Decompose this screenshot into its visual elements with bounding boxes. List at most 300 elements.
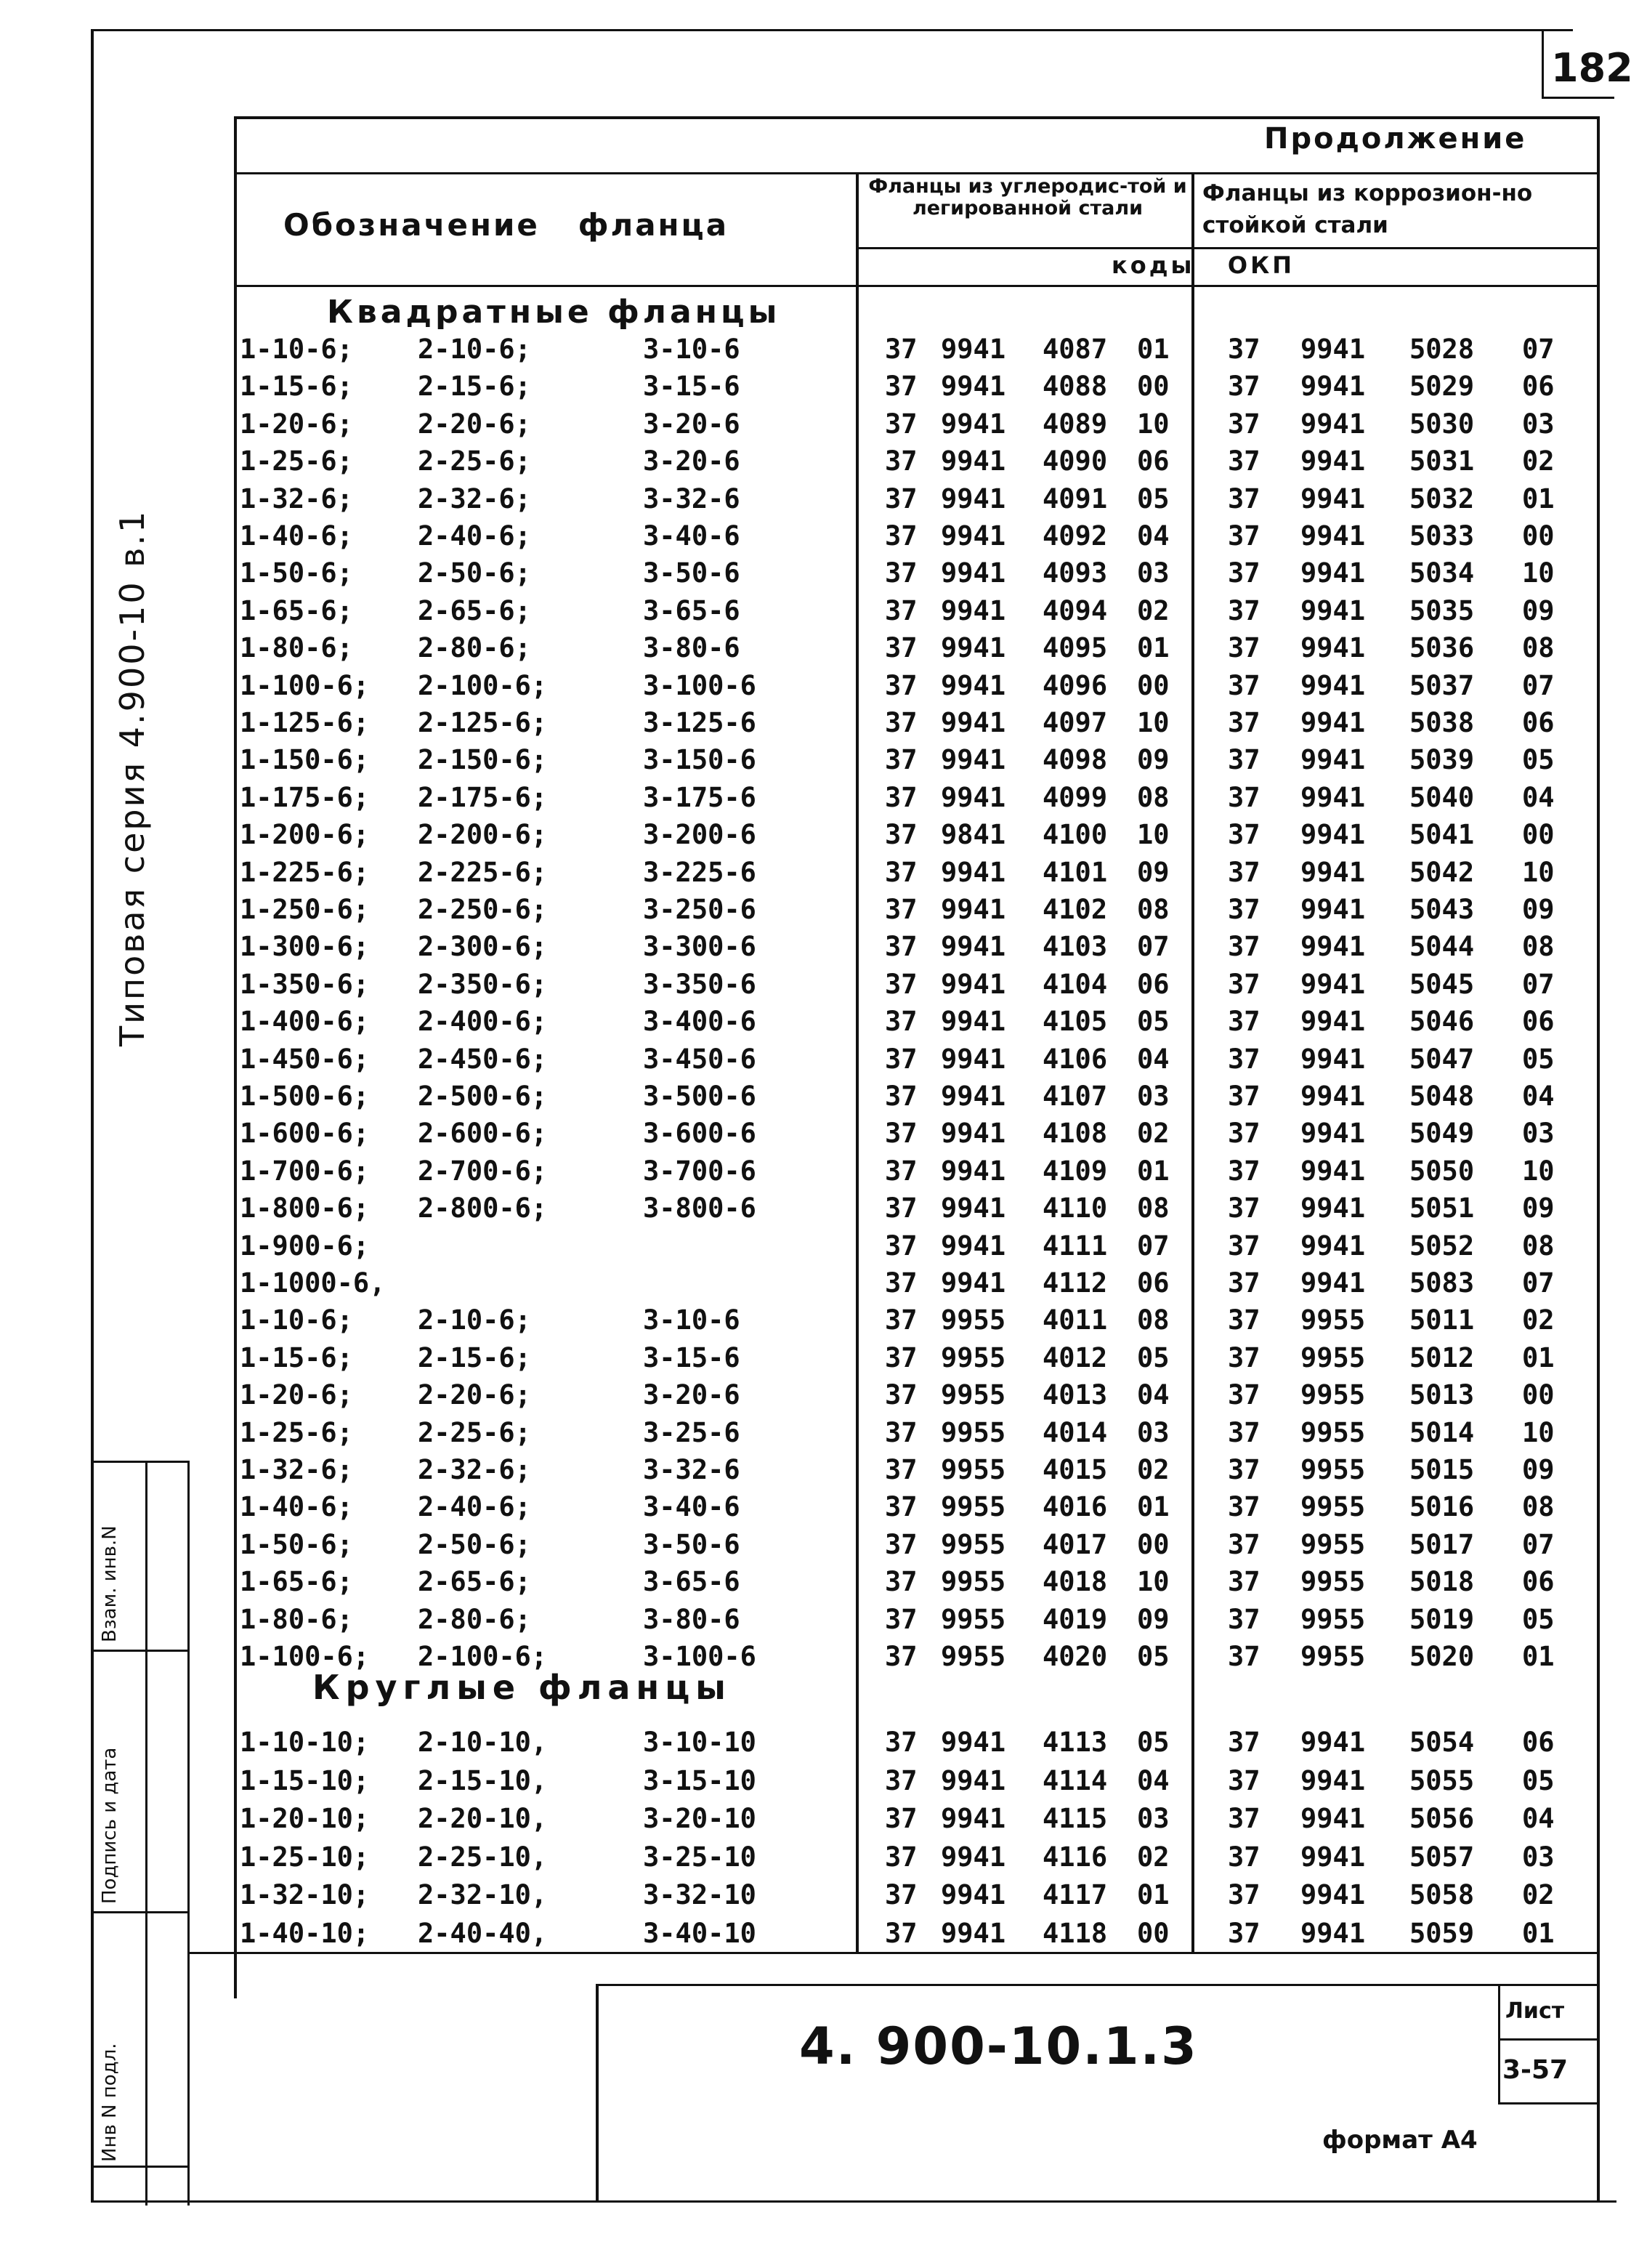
stainless-code-4: 10 bbox=[1522, 856, 1555, 888]
carbon-code-4: 00 bbox=[1137, 371, 1170, 403]
carbon-code-3: 4090 bbox=[1043, 445, 1108, 477]
carbon-code-3: 4087 bbox=[1043, 334, 1108, 365]
stainless-code-2: 9941 bbox=[1300, 1155, 1366, 1187]
table-row bbox=[0, 629, 1639, 667]
carbon-code-1: 37 bbox=[885, 1379, 918, 1411]
stainless-code-3: 5050 bbox=[1409, 1155, 1475, 1187]
table-row bbox=[0, 1601, 1639, 1639]
designation-pn3: 3-15-10 bbox=[643, 1764, 756, 1796]
designation-pn2: 2-250-6; bbox=[418, 894, 548, 925]
stainless-code-2: 9955 bbox=[1300, 1454, 1366, 1485]
stainless-code-4: 00 bbox=[1522, 819, 1555, 851]
carbon-code-1: 37 bbox=[885, 744, 918, 776]
stainless-code-4: 05 bbox=[1522, 1043, 1555, 1075]
table-row bbox=[0, 1724, 1639, 1761]
carbon-code-3: 4095 bbox=[1043, 632, 1108, 664]
designation-pn2: 2-25-6; bbox=[418, 445, 531, 477]
stainless-code-4: 08 bbox=[1522, 931, 1555, 963]
designation-pn2: 2-225-6; bbox=[418, 856, 548, 888]
designation-pn3: 3-10-10 bbox=[643, 1727, 756, 1758]
table-row bbox=[0, 1876, 1639, 1914]
carbon-code-1: 37 bbox=[885, 1081, 918, 1112]
carbon-code-3: 4105 bbox=[1043, 1006, 1108, 1038]
stainless-code-3: 5059 bbox=[1409, 1917, 1475, 1949]
stainless-code-1: 37 bbox=[1228, 1727, 1260, 1758]
carbon-code-4: 03 bbox=[1137, 557, 1170, 589]
table-row bbox=[0, 667, 1639, 705]
stainless-code-3: 5015 bbox=[1409, 1454, 1475, 1485]
designation-pn2: 2-15-6; bbox=[418, 371, 531, 403]
carbon-code-1: 37 bbox=[885, 1155, 918, 1187]
stainless-code-4: 07 bbox=[1522, 1267, 1555, 1299]
carbon-code-3: 4088 bbox=[1043, 371, 1108, 403]
carbon-code-4: 08 bbox=[1137, 1304, 1170, 1336]
inv-replace-label: Взам. инв.N bbox=[99, 1525, 121, 1642]
carbon-code-3: 4115 bbox=[1043, 1803, 1108, 1834]
stainless-code-1: 37 bbox=[1228, 1043, 1260, 1075]
carbon-code-2: 9955 bbox=[941, 1566, 1006, 1598]
stainless-code-3: 5031 bbox=[1409, 445, 1475, 477]
designation-pn3: 3-65-6 bbox=[643, 1566, 740, 1598]
stainless-code-3: 5048 bbox=[1409, 1081, 1475, 1112]
designation-pn3: 3-40-10 bbox=[643, 1917, 756, 1949]
designation-pn3: 3-32-6 bbox=[643, 483, 740, 514]
carbon-code-2: 9841 bbox=[941, 819, 1006, 851]
designation-pn3: 3-150-6 bbox=[643, 744, 756, 776]
carbon-code-2: 9941 bbox=[941, 483, 1006, 514]
designation-pn2: 2-450-6; bbox=[418, 1043, 548, 1075]
table-row bbox=[0, 1451, 1639, 1489]
carbon-code-4: 01 bbox=[1137, 1879, 1170, 1910]
stainless-code-2: 9955 bbox=[1300, 1304, 1366, 1336]
table-row bbox=[0, 1563, 1639, 1601]
designation-pn1: 1-32-10; bbox=[240, 1879, 370, 1910]
carbon-code-1: 37 bbox=[885, 520, 918, 552]
designation-pn2: 2-200-6; bbox=[418, 819, 548, 851]
section-round-title: Круглые фланцы bbox=[312, 1668, 732, 1707]
designation-pn2: 2-20-10, bbox=[418, 1803, 548, 1834]
designation-pn3: 3-40-6 bbox=[643, 1491, 740, 1523]
stainless-code-4: 00 bbox=[1522, 520, 1555, 552]
stainless-code-2: 9955 bbox=[1300, 1341, 1366, 1373]
table-row bbox=[0, 704, 1639, 742]
stainless-code-3: 5058 bbox=[1409, 1879, 1475, 1910]
sheet-cell-left bbox=[1498, 1984, 1500, 2104]
designation-pn3: 3-10-6 bbox=[643, 334, 740, 365]
carbon-code-2: 9955 bbox=[941, 1603, 1006, 1635]
carbon-code-1: 37 bbox=[885, 1267, 918, 1299]
carbon-code-2: 9955 bbox=[941, 1304, 1006, 1336]
stainless-code-3: 5019 bbox=[1409, 1603, 1475, 1635]
table-row bbox=[0, 1339, 1639, 1377]
sheet-value: 3-57 bbox=[1502, 2055, 1569, 2085]
stainless-code-2: 9941 bbox=[1300, 1917, 1366, 1949]
carbon-code-1: 37 bbox=[885, 408, 918, 440]
designation-pn3: 3-350-6 bbox=[643, 968, 756, 1000]
designation-pn1: 1-32-6; bbox=[240, 483, 353, 514]
carbon-code-2: 9941 bbox=[941, 1006, 1006, 1038]
stainless-code-2: 9941 bbox=[1300, 520, 1366, 552]
table-row bbox=[0, 741, 1639, 779]
table-row bbox=[0, 1078, 1639, 1115]
table-row bbox=[0, 443, 1639, 480]
stainless-code-2: 9941 bbox=[1300, 1118, 1366, 1150]
designation-pn2: 2-32-6; bbox=[418, 483, 531, 514]
stainless-code-4: 10 bbox=[1522, 1155, 1555, 1187]
carbon-code-2: 9941 bbox=[941, 594, 1006, 626]
designation-pn2: 2-65-6; bbox=[418, 594, 531, 626]
table-row bbox=[0, 1526, 1639, 1564]
carbon-code-1: 37 bbox=[885, 1803, 918, 1834]
stainless-code-3: 5036 bbox=[1409, 632, 1475, 664]
carbon-code-4: 10 bbox=[1137, 1566, 1170, 1598]
table-row bbox=[0, 1153, 1639, 1190]
designation-pn2: 2-40-6; bbox=[418, 520, 531, 552]
carbon-code-3: 4111 bbox=[1043, 1230, 1108, 1262]
designation-pn2: 2-125-6; bbox=[418, 707, 548, 738]
stainless-code-1: 37 bbox=[1228, 1118, 1260, 1150]
stainless-code-1: 37 bbox=[1228, 1379, 1260, 1411]
stainless-code-4: 08 bbox=[1522, 1491, 1555, 1523]
carbon-code-2: 9941 bbox=[941, 781, 1006, 813]
stainless-code-4: 01 bbox=[1522, 1641, 1555, 1672]
stainless-code-3: 5042 bbox=[1409, 856, 1475, 888]
table-row bbox=[0, 554, 1639, 592]
stainless-code-2: 9955 bbox=[1300, 1566, 1366, 1598]
carbon-code-1: 37 bbox=[885, 931, 918, 963]
stainless-code-2: 9941 bbox=[1300, 669, 1366, 701]
designation-pn2: 2-150-6; bbox=[418, 744, 548, 776]
carbon-code-4: 04 bbox=[1137, 1379, 1170, 1411]
designation-pn1: 1-150-6; bbox=[240, 744, 370, 776]
designation-pn1: 1-65-6; bbox=[240, 594, 353, 626]
designation-pn2: 2-40-40, bbox=[418, 1917, 548, 1949]
stainless-code-2: 9941 bbox=[1300, 1879, 1366, 1910]
stainless-code-3: 5029 bbox=[1409, 371, 1475, 403]
carbon-code-4: 06 bbox=[1137, 445, 1170, 477]
carbon-code-3: 4098 bbox=[1043, 744, 1108, 776]
stainless-code-2: 9941 bbox=[1300, 968, 1366, 1000]
carbon-code-3: 4110 bbox=[1043, 1192, 1108, 1224]
designation-pn2: 2-20-6; bbox=[418, 1379, 531, 1411]
carbon-code-4: 10 bbox=[1137, 408, 1170, 440]
stainless-code-1: 37 bbox=[1228, 1641, 1260, 1672]
table-row bbox=[0, 331, 1639, 368]
table-row bbox=[0, 1762, 1639, 1800]
sheet-label: Лист bbox=[1505, 1998, 1565, 2024]
carbon-code-3: 4013 bbox=[1043, 1379, 1108, 1411]
carbon-code-4: 05 bbox=[1137, 1006, 1170, 1038]
designation-pn1: 1-65-6; bbox=[240, 1566, 353, 1598]
carbon-code-4: 10 bbox=[1137, 707, 1170, 738]
carbon-code-1: 37 bbox=[885, 968, 918, 1000]
stainless-code-3: 5017 bbox=[1409, 1528, 1475, 1560]
inv-original-label: Инв N подл. bbox=[99, 2043, 121, 2162]
stainless-code-4: 09 bbox=[1522, 894, 1555, 925]
stainless-code-3: 5051 bbox=[1409, 1192, 1475, 1224]
designation-pn3: 3-400-6 bbox=[643, 1006, 756, 1038]
designation-pn2: 2-25-6; bbox=[418, 1416, 531, 1448]
designation-pn1: 1-100-6; bbox=[240, 669, 370, 701]
carbon-code-3: 4104 bbox=[1043, 968, 1108, 1000]
designation-pn1: 1-700-6; bbox=[240, 1155, 370, 1187]
designation-pn1: 1-200-6; bbox=[240, 819, 370, 851]
stainless-code-1: 37 bbox=[1228, 334, 1260, 365]
carbon-code-4: 04 bbox=[1137, 1043, 1170, 1075]
stainless-code-1: 37 bbox=[1228, 520, 1260, 552]
document-number: 4. 900-10.1.3 bbox=[799, 2017, 1198, 2076]
stainless-code-2: 9941 bbox=[1300, 931, 1366, 963]
stainless-code-1: 37 bbox=[1228, 1803, 1260, 1834]
table-row bbox=[0, 368, 1639, 405]
designation-pn3: 3-32-10 bbox=[643, 1879, 756, 1910]
carbon-code-2: 9941 bbox=[941, 1841, 1006, 1873]
carbon-code-2: 9955 bbox=[941, 1528, 1006, 1560]
designation-pn1: 1-10-10; bbox=[240, 1727, 370, 1758]
carbon-code-1: 37 bbox=[885, 1764, 918, 1796]
stainless-code-3: 5052 bbox=[1409, 1230, 1475, 1262]
carbon-code-1: 37 bbox=[885, 1641, 918, 1672]
stainless-code-2: 9941 bbox=[1300, 1267, 1366, 1299]
designation-pn3: 3-20-6 bbox=[643, 408, 740, 440]
table-row bbox=[0, 517, 1639, 555]
carbon-code-3: 4091 bbox=[1043, 483, 1108, 514]
stainless-code-2: 9941 bbox=[1300, 371, 1366, 403]
designation-pn1: 1-800-6; bbox=[240, 1192, 370, 1224]
stainless-code-2: 9955 bbox=[1300, 1641, 1366, 1672]
section-square-title: Квадратные фланцы bbox=[327, 294, 781, 331]
stainless-code-4: 08 bbox=[1522, 1230, 1555, 1262]
stainless-code-4: 01 bbox=[1522, 483, 1555, 514]
stainless-code-1: 37 bbox=[1228, 1416, 1260, 1448]
carbon-code-1: 37 bbox=[885, 1879, 918, 1910]
designation-pn3: 3-32-6 bbox=[643, 1454, 740, 1485]
carbon-code-2: 9941 bbox=[941, 1727, 1006, 1758]
carbon-code-1: 37 bbox=[885, 781, 918, 813]
stainless-code-3: 5028 bbox=[1409, 334, 1475, 365]
carbon-code-1: 37 bbox=[885, 1341, 918, 1373]
stainless-code-4: 06 bbox=[1522, 1006, 1555, 1038]
series-side-text: Типовая серия 4.900-10 в.1 bbox=[113, 509, 152, 1046]
stainless-code-2: 9941 bbox=[1300, 483, 1366, 514]
carbon-code-4: 00 bbox=[1137, 1528, 1170, 1560]
carbon-code-2: 9941 bbox=[941, 968, 1006, 1000]
carbon-code-4: 08 bbox=[1137, 1192, 1170, 1224]
stainless-code-3: 5049 bbox=[1409, 1118, 1475, 1150]
carbon-code-1: 37 bbox=[885, 445, 918, 477]
stainless-code-1: 37 bbox=[1228, 1454, 1260, 1485]
sheet-number: 182 bbox=[1551, 45, 1633, 91]
carbon-code-2: 9941 bbox=[941, 1803, 1006, 1834]
carbon-code-4: 01 bbox=[1137, 632, 1170, 664]
carbon-code-1: 37 bbox=[885, 1192, 918, 1224]
stainless-code-4: 00 bbox=[1522, 1379, 1555, 1411]
designation-pn3: 3-25-6 bbox=[643, 1416, 740, 1448]
carbon-code-4: 03 bbox=[1137, 1081, 1170, 1112]
designation-pn1: 1-10-6; bbox=[240, 1304, 353, 1336]
stainless-code-1: 37 bbox=[1228, 445, 1260, 477]
designation-pn2: 2-600-6; bbox=[418, 1118, 548, 1150]
stainless-code-3: 5043 bbox=[1409, 894, 1475, 925]
designation-pn3: 3-600-6 bbox=[643, 1118, 756, 1150]
stainless-code-1: 37 bbox=[1228, 894, 1260, 925]
stainless-code-4: 09 bbox=[1522, 594, 1555, 626]
designation-pn2: 2-50-6; bbox=[418, 557, 531, 589]
stainless-code-4: 02 bbox=[1522, 1879, 1555, 1910]
designation-pn1: 1-175-6; bbox=[240, 781, 370, 813]
carbon-code-1: 37 bbox=[885, 1230, 918, 1262]
designation-pn3: 3-200-6 bbox=[643, 819, 756, 851]
carbon-code-4: 04 bbox=[1137, 520, 1170, 552]
carbon-code-1: 37 bbox=[885, 1454, 918, 1485]
carbon-code-3: 4117 bbox=[1043, 1879, 1108, 1910]
stainless-code-4: 08 bbox=[1522, 632, 1555, 664]
designation-pn2: 2-25-10, bbox=[418, 1841, 548, 1873]
stainless-code-3: 5055 bbox=[1409, 1764, 1475, 1796]
carbon-code-2: 9941 bbox=[941, 557, 1006, 589]
carbon-code-3: 4016 bbox=[1043, 1491, 1108, 1523]
stainless-code-3: 5040 bbox=[1409, 781, 1475, 813]
designation-pn1: 1-300-6; bbox=[240, 931, 370, 963]
carbon-code-3: 4107 bbox=[1043, 1081, 1108, 1112]
designation-pn2: 2-32-10, bbox=[418, 1879, 548, 1910]
designation-pn1: 1-20-10; bbox=[240, 1803, 370, 1834]
carbon-code-4: 06 bbox=[1137, 968, 1170, 1000]
designation-pn1: 1-900-6; bbox=[240, 1230, 370, 1262]
carbon-code-2: 9941 bbox=[941, 1043, 1006, 1075]
carbon-code-3: 4094 bbox=[1043, 594, 1108, 626]
carbon-code-1: 37 bbox=[885, 819, 918, 851]
designation-pn3: 3-20-6 bbox=[643, 1379, 740, 1411]
carbon-code-2: 9941 bbox=[941, 1267, 1006, 1299]
stainless-code-3: 5057 bbox=[1409, 1841, 1475, 1873]
stainless-code-2: 9941 bbox=[1300, 1764, 1366, 1796]
stainless-code-2: 9941 bbox=[1300, 445, 1366, 477]
stainless-code-1: 37 bbox=[1228, 1917, 1260, 1949]
carbon-code-3: 4114 bbox=[1043, 1764, 1108, 1796]
sign-date-label: Подпись и дата bbox=[99, 1747, 121, 1904]
stainless-code-1: 37 bbox=[1228, 1267, 1260, 1299]
stamp-box-left bbox=[596, 1984, 599, 2202]
sheet-cell-mid bbox=[1498, 2038, 1600, 2041]
carbon-code-3: 4109 bbox=[1043, 1155, 1108, 1187]
table-row bbox=[0, 1190, 1639, 1227]
designation-pn1: 1-15-6; bbox=[240, 371, 353, 403]
carbon-code-3: 4099 bbox=[1043, 781, 1108, 813]
designation-header: Обозначение фланца bbox=[283, 207, 729, 243]
carbon-code-3: 4019 bbox=[1043, 1603, 1108, 1635]
carbon-code-1: 37 bbox=[885, 557, 918, 589]
carbon-code-2: 9941 bbox=[941, 744, 1006, 776]
carbon-code-2: 9955 bbox=[941, 1341, 1006, 1373]
carbon-code-2: 9955 bbox=[941, 1641, 1006, 1672]
stainless-code-1: 37 bbox=[1228, 669, 1260, 701]
carbon-code-4: 03 bbox=[1137, 1416, 1170, 1448]
carbon-code-4: 01 bbox=[1137, 1491, 1170, 1523]
stamp-box-right bbox=[1597, 1984, 1600, 2202]
designation-pn3: 3-225-6 bbox=[643, 856, 756, 888]
designation-pn1: 1-350-6; bbox=[240, 968, 370, 1000]
stainless-code-3: 5047 bbox=[1409, 1043, 1475, 1075]
stainless-code-1: 37 bbox=[1228, 931, 1260, 963]
stainless-code-2: 9955 bbox=[1300, 1603, 1366, 1635]
designation-pn1: 1-25-6; bbox=[240, 445, 353, 477]
carbon-code-1: 37 bbox=[885, 594, 918, 626]
carbon-code-4: 08 bbox=[1137, 781, 1170, 813]
designation-pn2: 2-350-6; bbox=[418, 968, 548, 1000]
stainless-code-2: 9941 bbox=[1300, 594, 1366, 626]
carbon-code-1: 37 bbox=[885, 1118, 918, 1150]
stainless-code-1: 37 bbox=[1228, 1081, 1260, 1112]
carbon-code-3: 4093 bbox=[1043, 557, 1108, 589]
stainless-code-1: 37 bbox=[1228, 1566, 1260, 1598]
stainless-code-2: 9941 bbox=[1300, 557, 1366, 589]
stainless-code-2: 9955 bbox=[1300, 1528, 1366, 1560]
designation-pn2: 2-400-6; bbox=[418, 1006, 548, 1038]
table-row bbox=[0, 1115, 1639, 1153]
stainless-code-2: 9941 bbox=[1300, 1727, 1366, 1758]
stainless-code-2: 9941 bbox=[1300, 1230, 1366, 1262]
carbon-code-1: 37 bbox=[885, 707, 918, 738]
stainless-code-2: 9941 bbox=[1300, 632, 1366, 664]
stainless-code-4: 07 bbox=[1522, 334, 1555, 365]
stainless-code-4: 07 bbox=[1522, 669, 1555, 701]
stainless-code-1: 37 bbox=[1228, 1603, 1260, 1635]
carbon-code-2: 9941 bbox=[941, 894, 1006, 925]
stainless-code-3: 5083 bbox=[1409, 1267, 1475, 1299]
stainless-code-4: 03 bbox=[1522, 408, 1555, 440]
carbon-code-4: 05 bbox=[1137, 1727, 1170, 1758]
designation-pn3: 3-15-6 bbox=[643, 1341, 740, 1373]
stainless-code-1: 37 bbox=[1228, 483, 1260, 514]
designation-pn1: 1-400-6; bbox=[240, 1006, 370, 1038]
carbon-code-1: 37 bbox=[885, 483, 918, 514]
carbon-code-2: 9941 bbox=[941, 856, 1006, 888]
stainless-code-1: 37 bbox=[1228, 408, 1260, 440]
carbon-code-3: 4089 bbox=[1043, 408, 1108, 440]
carbon-code-3: 4020 bbox=[1043, 1641, 1108, 1672]
carbon-code-4: 00 bbox=[1137, 1917, 1170, 1949]
stainless-code-2: 9955 bbox=[1300, 1379, 1366, 1411]
carbon-code-3: 4112 bbox=[1043, 1267, 1108, 1299]
stainless-code-4: 07 bbox=[1522, 1528, 1555, 1560]
stainless-code-3: 5020 bbox=[1409, 1641, 1475, 1672]
designation-pn1: 1-80-6; bbox=[240, 1603, 353, 1635]
carbon-code-2: 9941 bbox=[941, 1879, 1006, 1910]
carbon-code-2: 9955 bbox=[941, 1379, 1006, 1411]
designation-pn1: 1-40-6; bbox=[240, 1491, 353, 1523]
stainless-code-2: 9941 bbox=[1300, 1803, 1366, 1834]
designation-pn1: 1-50-6; bbox=[240, 1528, 353, 1560]
stainless-code-3: 5018 bbox=[1409, 1566, 1475, 1598]
carbon-code-3: 4011 bbox=[1043, 1304, 1108, 1336]
designation-pn1: 1-20-6; bbox=[240, 1379, 353, 1411]
stainless-code-3: 5033 bbox=[1409, 520, 1475, 552]
stainless-code-3: 5012 bbox=[1409, 1341, 1475, 1373]
carbon-code-2: 9941 bbox=[941, 931, 1006, 963]
stainless-code-3: 5054 bbox=[1409, 1727, 1475, 1758]
codes-okp-header: коды ОКП bbox=[1112, 251, 1295, 279]
designation-pn1: 1-15-10; bbox=[240, 1764, 370, 1796]
designation-pn1: 1-40-10; bbox=[240, 1917, 370, 1949]
designation-pn2: 2-65-6; bbox=[418, 1566, 531, 1598]
designation-pn3: 3-300-6 bbox=[643, 931, 756, 963]
designation-pn3: 3-10-6 bbox=[643, 1304, 740, 1336]
carbon-code-1: 37 bbox=[885, 1043, 918, 1075]
carbon-code-1: 37 bbox=[885, 1006, 918, 1038]
stainless-code-1: 37 bbox=[1228, 1879, 1260, 1910]
designation-pn1: 1-600-6; bbox=[240, 1118, 370, 1150]
